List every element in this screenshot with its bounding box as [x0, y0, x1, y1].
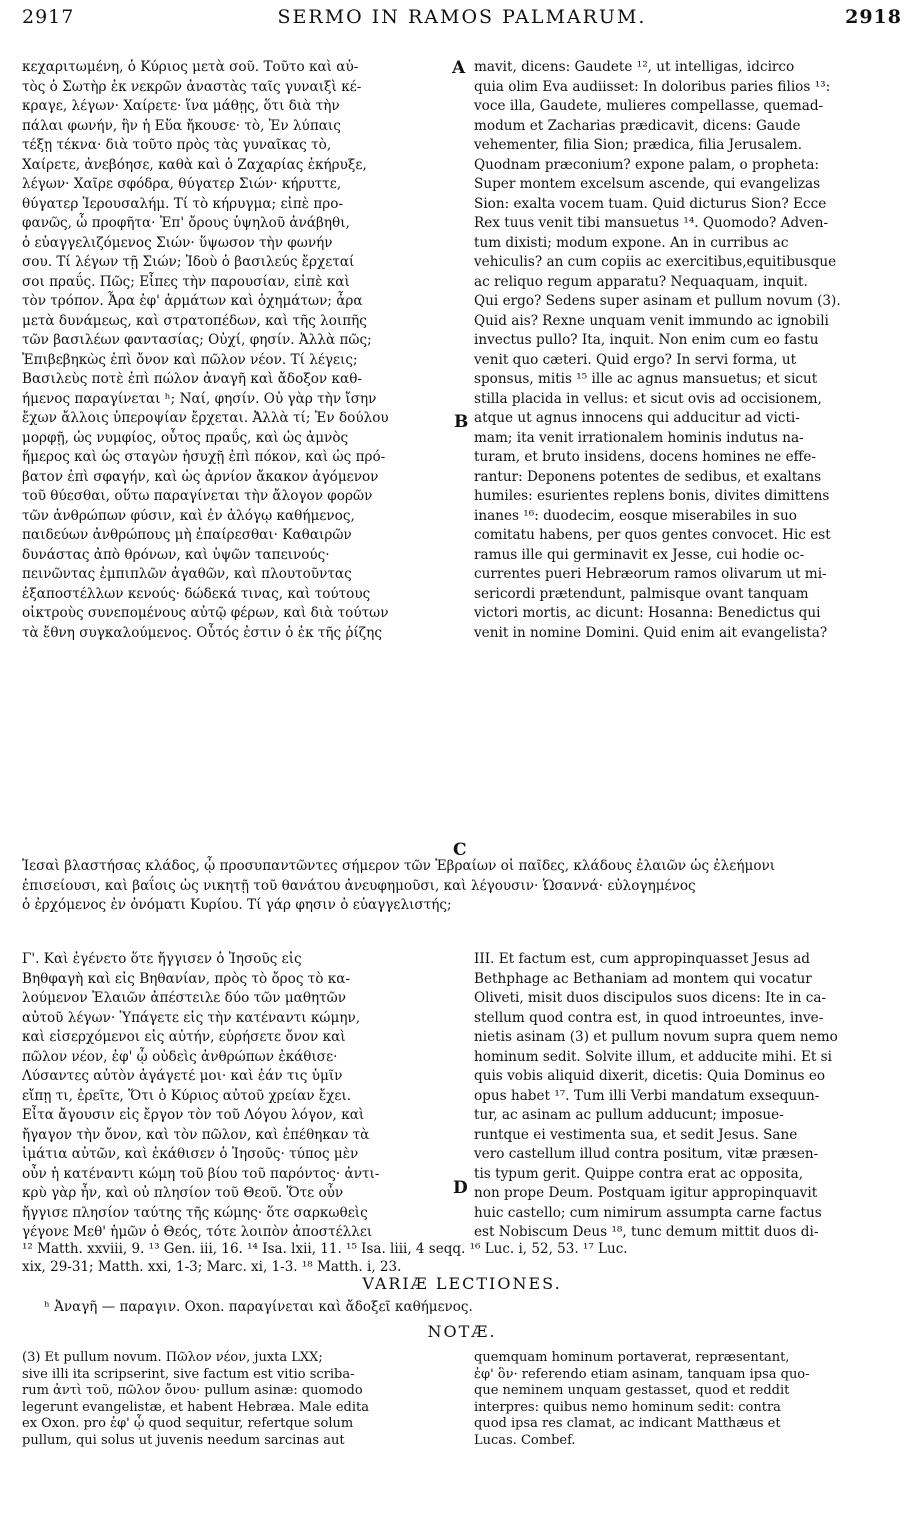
running-title: SERMO IN RAMOS PALMARUM. — [277, 6, 647, 28]
greek-text-line: Χαίρετε, ἀνεβόησε, καθὰ καὶ ὁ Ζαχαρίας ἐκήρυξε, — [22, 156, 367, 173]
greek-text-line: ἤγγισε πλησίον ταύτης τῆς κώμης· ὅτε σαρκωθεὶς — [22, 1204, 368, 1221]
latin-text-line: atque ut agnus innocens qui adducitur ad victi- — [474, 410, 800, 426]
footnote-line: ¹² Matth. xxviii, 9. ¹³ Gen. iii, 16. ¹⁴ Isa. lxii, 11. ¹⁵ Isa. liii, 4 seqq. ¹⁶ Luc. i, 52, 53. ¹⁷ Luc. — [22, 1241, 628, 1257]
greek-text-line: τὰ ἔθνη συγκαλούμενος. Οὗτός ἐστιν ὁ ἐκ τῆς ῥίζης — [22, 624, 382, 641]
latin-text-line: modum et Zacharias prædicavit, dicens: Gaude — [474, 117, 801, 134]
note-line: (3) Et pullum novum. Πῶλον νέον, juxta LXX; — [22, 1350, 323, 1365]
note-line: ἐφ' ὃν· referendo etiam asinam, tanquam ipsa quo- — [474, 1366, 810, 1382]
greek-text-line: Ἐπιβεβηκὼς ἐπὶ ὄνον καὶ πῶλον νέον. Τί λέγεις; — [22, 351, 358, 368]
latin-text-line: voce illa, Gaudete, mulieres compellasse, quemad- — [474, 98, 824, 114]
greek-text-line: Ἰεσαὶ βλαστήσας κλάδος, ᾧ προσυπαντῶντες σήμερον τῶν Ἑβραίων οἱ παῖδες, κλάδους ἐλαιῶν ὡς ἐλεήμονι — [22, 858, 776, 874]
greek-text-line: πῶλον νέον, ἐφ' ᾧ οὐδεὶς ἀνθρώπων ἐκάθισε· — [22, 1048, 338, 1065]
greek-text-line: σου. Τί λέγων τῇ Σιών; Ἰδοὺ ὁ βασιλεύς ἔρχεταί — [22, 254, 355, 270]
greek-text-line: οἰκτροὺς συνεπομένους αὐτῷ φέρων, καὶ διὰ τούτων — [22, 605, 389, 621]
latin-text-line: est Nobiscum Deus ¹⁸, tunc demum mittit duos di- — [474, 1224, 819, 1240]
greek-text-line: ἱμάτια αὐτῶν, καὶ ἐκάθισεν ὁ Ἰησοῦς· τύπος μὲν — [22, 1146, 359, 1162]
greek-text-line: μετὰ δυνάμεως, καὶ στρατοπέδων, καὶ τῆς λοιπῆς — [22, 312, 367, 329]
latin-text-line: tis typum gerit. Quippe contra erat ac opposita, — [474, 1165, 804, 1182]
note-line: pullum, qui solus ut juvenis needum sarcinas aut — [22, 1432, 345, 1448]
left-page-number: 2917 — [22, 6, 75, 28]
note-line: quod ipsa res clamat, ac indicant Matthæus et — [474, 1416, 781, 1431]
latin-text-line: vero castellum illud contra positum, vitæ præsen- — [474, 1146, 819, 1162]
latin-text-line: inanes ¹⁶: duodecim, eosque miserabiles in suo — [474, 507, 797, 524]
greek-text-line: κρὺ γὰρ ἦν, καὶ οὐ πλησίον τοῦ Θεοῦ. Ὅτε οὖν — [22, 1185, 344, 1201]
right-page-number: 2918 — [845, 6, 902, 28]
latin-text-line: huic castello; cum nimirum assumpta carne factus — [474, 1204, 822, 1221]
greek-text-line: Βασιλεὺς ποτὲ ἐπὶ πώλον ἀναγῆ καὶ ἄδοξον καθ- — [22, 371, 362, 387]
greek-text-line: δυνάστας ἀπὸ θρόνων, καὶ ὑψῶν ταπεινούς· — [22, 546, 330, 563]
latin-text-line: hominum sedit. Solvite illum, et adducite mihi. Et si — [474, 1048, 832, 1065]
latin-text-line: rantur: Deponens potentes de sedibus, et exaltans — [474, 468, 822, 485]
notes-right-column — [474, 1350, 906, 1449]
section-marker-d: D — [453, 1178, 468, 1198]
page-header — [22, 6, 902, 36]
latin-text-line: quis vobis aliquid dixerit, dicetis: Quia Dominus eo — [474, 1068, 826, 1084]
note-line: sive illi ita scripserint, sive factum est vitio scriba- — [22, 1366, 355, 1382]
section-marker-a: A — [452, 58, 466, 78]
latin-text-line: quia olim Eva audiisset: In doloribus paries filios ¹³: — [474, 78, 831, 95]
greek-text-line: τῶν ἀνθρώπων φύσιν, καὶ ἐν ἀλόγῳ καθήμενος, — [22, 507, 355, 524]
greek-text-line: ὁ εὐαγγελιζόμενος Σιών· ὕψωσον τὴν φωνήν — [22, 234, 333, 251]
greek-text-line: λούμενον Ἐλαιῶν ἀπέστειλε δύο τῶν μαθητῶν — [22, 990, 347, 1006]
latin-text-line: tur, ac asinam ac pullum adducunt; imposue- — [474, 1107, 784, 1123]
latin-text-line: venit in nomine Domini. Quid enim ait evangelista? — [474, 624, 828, 641]
latin-text-line: venit quo cæteri. Quid ergo? In servi forma, ut — [474, 351, 797, 368]
greek-text-line: τῶν βασιλέων φαντασίας; Οὐχί, φησίν. Ἀλλὰ πῶς; — [22, 332, 372, 348]
latin-text-line: currentes pueri Hebræorum ramos olivarum ut mi- — [474, 566, 827, 582]
greek-text-line: κραγε, λέγων· Χαίρετε· ἵνα μάθῃς, ὅτι διὰ τὴν — [22, 98, 340, 114]
greek-text-line: βατον ἐπὶ σφαγήν, καὶ ὡς ἀρνίον ἄκακον ἀγόμενον — [22, 468, 379, 485]
greek-text-line: εἴπῃ τι, ἐρεῖτε, Ὅτι ὁ Κύριος αὐτοῦ χρείαν ἔχει. — [22, 1087, 352, 1104]
latin-text-line: Super montem excelsum ascende, qui evangelizas — [474, 176, 821, 192]
greek-text-line: Εἶτα ἄγουσιν εἰς ἔργον τὸν τοῦ Λόγου λόγον, καὶ — [22, 1107, 365, 1123]
latin-text-line: victori mortis, ac dicunt: Hosanna: Benedictus qui — [474, 605, 821, 621]
greek-text-line: ἐξαποστέλλων κενούς· δώδεκά τινας, καὶ τούτους — [22, 585, 371, 602]
latin-text-line: tum dixisti; modum expone. An in curribus ac — [474, 234, 789, 251]
greek-text-line: ἥμερος καὶ ὡς σταγὼν ἡσυχῇ ἐπὶ πόκον, καὶ ὡς πρό- — [22, 449, 386, 465]
latin-text-line: Bethphage ac Bethaniam ad montem qui vocatur — [474, 970, 812, 987]
greek-text-line: πεινῶντας ἐμπιπλῶν ἀγαθῶν, καὶ πλουτοῦντας — [22, 566, 352, 582]
note-line: rum ἀντὶ τοῦ, πῶλον ὄνου· pullum asinæ: quomodo — [22, 1383, 363, 1398]
latin-text-line: ac reliquo regum apparatu? Nequaquam, inquit. — [474, 273, 808, 290]
latin-text-line: stellum quod contra est, in quod introeuntes, inve- — [474, 1009, 824, 1026]
footnote-line: xix, 29-31; Matth. xxi, 1-3; Marc. xi, 1-3. ¹⁸ Matth. i, 23. — [22, 1259, 402, 1275]
greek-text-line: μορφῇ, ὡς νυμφίος, οὗτος πραΰς, καὶ ὡς ἀμνὸς — [22, 429, 349, 446]
greek-column-top — [22, 58, 454, 643]
latin-text-line: sponsus, mitis ¹⁵ ille ac agnus mansuetus; et sicut — [474, 371, 818, 387]
latin-text-line: invectus pullo? Ita, inquit. Non enim cum eo fastu — [474, 332, 819, 348]
latin-text-line: Quid ais? Rexne unquam venit immundo ac ignobili — [474, 312, 829, 329]
greek-text-line: παιδεύων ἀνθρώπους μὴ ἐπαίρεσθαι· Καθαιρῶν — [22, 527, 352, 543]
greek-text-line: τέξῃ τέκνα· διὰ τοῦτο πρὸς τὰς γυναῖκας τὸ, — [22, 137, 332, 153]
footnotes — [22, 1240, 906, 1276]
greek-text-line: θύγατερ Ἱερουσαλήμ. Τί τὸ κήρυγμα; εἰπὲ προ- — [22, 195, 344, 212]
latin-text-line: Oliveti, misit duos discipulos suos dicens: Ite in ca- — [474, 990, 827, 1006]
greek-text-line: τὸν τρόπον. Ἆρα ἐφ' ἁρμάτων καὶ ὀχημάτων; ἆρα — [22, 293, 363, 309]
greek-text-line: σοι πραΰς. Πῶς; Εἶπες τὴν παρουσίαν, εἰπὲ καὶ — [22, 273, 350, 290]
greek-text-line: ήμενος παραγίνεται ʰ; Ναί, φησίν. Οὐ γὰρ τὴν ἴσην — [22, 390, 377, 407]
note-line: legerunt evangelistæ, et habent Hebræa. Male edita — [22, 1399, 369, 1415]
greek-full-width-passage — [22, 857, 906, 916]
latin-text-line: Qui ergo? Sedens super asinam et pullum novum (3). — [474, 293, 841, 309]
greek-text-line: πάλαι φωνήν, ἣν ἡ Εὕα ἤκουσε· τὸ, Ἐν λύπαις — [22, 117, 341, 134]
greek-text-line: λέγων· Χαῖρε σφόδρα, θύγατερ Σιών· κήρυττε, — [22, 176, 342, 192]
note-line: Lucas. Combef. — [474, 1432, 576, 1448]
greek-text-line: φανῶς, ὦ προφῆτα· Ἐπ' ὄρους ὑψηλοῦ ἀνάβηθι, — [22, 215, 350, 231]
latin-text-line: mavit, dicens: Gaudete ¹², ut intelligas, idcirco — [474, 59, 795, 75]
latin-text-line: vehementer, filia Sion; prædica, filia Jerusalem. — [474, 137, 803, 153]
greek-text-line: ἐπισείουσι, καὶ βαΐοις ὡς νικητῇ τοῦ θανάτου ἀνευφημοῦσι, καὶ λέγουσιν· Ὡσαννά· εὐλογημένος — [22, 877, 696, 894]
latin-text-line: nietis asinam (3) et pullum novum supra quem nemo — [474, 1029, 838, 1045]
latin-text-line: ramus ille qui germinavit ex Jesse, cui hodie oc- — [474, 546, 805, 563]
latin-text-line: Quodnam præconium? expone palam, o propheta: — [474, 156, 820, 173]
greek-text-line: τὸς ὁ Σωτὴρ ἐκ νεκρῶν ἀναστὰς ταῖς γυναιξὶ κέ- — [22, 78, 362, 95]
greek-text-line: καὶ εἰσερχόμενοι εἰς αὐτήν, εὑρήσετε ὄνον καὶ — [22, 1029, 346, 1045]
note-line: que neminem unquam gestasset, quod et reddit — [474, 1383, 790, 1398]
greek-text-line: οὖν ἡ κατέναντι κώμη τοῦ βίου τοῦ παρόντος· ἀντι- — [22, 1165, 380, 1182]
greek-text-line: Λύσαντες αὐτὸν ἀγάγετέ μοι· καὶ ἐάν τις ὑμῖν — [22, 1068, 343, 1084]
latin-text-line: turam, et bruto insidens, docens homines ne effe- — [474, 449, 816, 465]
greek-text-line: ἔχων ἄλλοις ὑπεροψίαν ἔρχεται. Ἀλλὰ τί; Ἐν δούλου — [22, 410, 389, 426]
latin-text-line: Rex tuus venit tibi mansuetus ¹⁴. Quomodo? Adven- — [474, 215, 829, 231]
latin-text-line: stilla placida in vellus: et sicut ovis ad occisionem, — [474, 390, 822, 407]
latin-column-bottom — [474, 950, 906, 1243]
note-line: ex Oxon. pro ἐφ' ᾧ quod sequitur, refertque solum — [22, 1416, 354, 1431]
section-marker-c: C — [453, 840, 467, 860]
greek-text-line: αὐτοῦ λέγων· Ὑπάγετε εἰς τὴν κατέναντι κώμην, — [22, 1009, 361, 1026]
latin-text-line: vehiculis? an cum copiis ac exercitibus,equitibusque — [474, 254, 837, 270]
latin-text-line: mam; ita venit irrationalem hominis indutus na- — [474, 429, 804, 446]
latin-text-line: runtque ei vestimenta sua, et sedit Jesus. Sane — [474, 1126, 798, 1143]
greek-text-line: τοῦ θύεσθαι, οὕτω παραγίνεται τὴν ἄλογον φορῶν — [22, 488, 373, 504]
latin-text-line: opus habet ¹⁷. Tum illi Verbi mandatum exsequun- — [474, 1087, 820, 1104]
note-line: quemquam hominum portaverat, repræsentant, — [474, 1350, 790, 1365]
latin-text-line: III. Et factum est, cum appropinquasset Jesus ad — [474, 951, 811, 967]
notes-left-column — [22, 1350, 454, 1449]
greek-text-line: γέγονε Μεθ' ἡμῶν ὁ Θεός, τότε λοιπὸν ἀποστέλλει — [22, 1224, 373, 1240]
variae-lectiones-heading: VARIÆ LECTIONES. — [362, 1274, 562, 1293]
greek-text-line: ἤγαγον τὴν ὄνον, καὶ τὸν πῶλον, καὶ ἐπέθηκαν τὰ — [22, 1126, 370, 1143]
latin-text-line: non prope Deum. Postquam igitur appropinquavit — [474, 1185, 818, 1201]
latin-text-line: humiles: esurientes replens bonis, divites dimittens — [474, 488, 830, 504]
latin-text-line: sericordi prætendunt, palmisque ovant tanquam — [474, 585, 809, 602]
notae-heading: NOTÆ. — [427, 1322, 497, 1341]
greek-text-line: κεχαριτωμένη, ὁ Κύριος μετὰ σοῦ. Τοῦτο καὶ αὐ- — [22, 59, 359, 75]
latin-column-top — [474, 58, 906, 643]
latin-text-line: comitatu habens, per quos gentes convocet. Hic est — [474, 527, 831, 543]
section-marker-b: B — [454, 412, 469, 432]
latin-text-line: Sion: exalta vocem tuam. Quid dicturus Sion? Ecce — [474, 195, 827, 212]
variant-reading: ʰ Ἀναγῆ — παραγιν. Oxon. παραγίνεται καὶ ἄδοξεῖ καθήμενος. — [44, 1299, 473, 1315]
note-line: interpres: quibus nemo hominum sedit: contra — [474, 1399, 781, 1415]
greek-text-line: Βηθφαγὴ καὶ εἰς Βηθανίαν, πρὸς τὸ ὄρος τὸ κα- — [22, 970, 351, 987]
greek-text-line: ὁ ἐρχόμενος ἐν ὀνόματι Κυρίου. Τί γάρ φησιν ὁ εὐαγγελιστής; — [22, 897, 452, 913]
greek-column-bottom — [22, 950, 454, 1243]
greek-text-line: Γ'. Καὶ ἐγένετο ὅτε ἤγγισεν ὁ Ἰησοῦς εἰς — [22, 951, 302, 967]
